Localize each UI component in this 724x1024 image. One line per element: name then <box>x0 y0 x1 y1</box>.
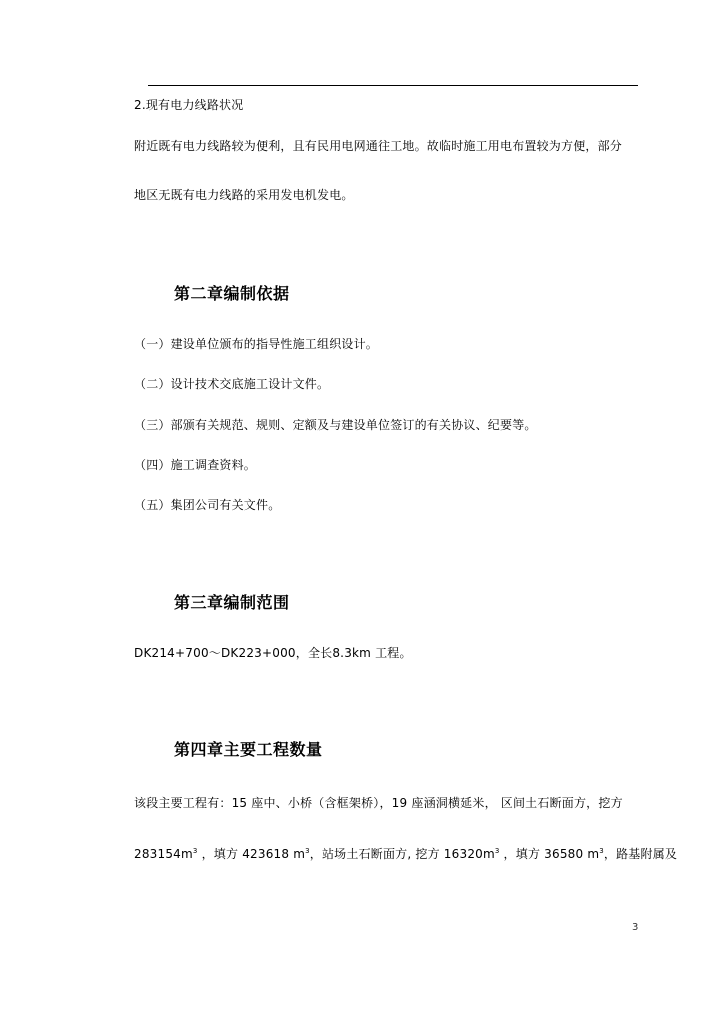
chapter-heading-quantities: 第四章主要工程数量 <box>174 740 323 759</box>
list-item: （五）集团公司有关文件。 <box>134 498 281 512</box>
cubic-superscript: 3 <box>192 847 198 855</box>
cubic-superscript: 3 <box>305 847 310 855</box>
chapter-heading-scope: 第三章编制范围 <box>174 593 290 612</box>
quantity-text: ，路基附属及 <box>603 847 678 861</box>
section-title-power-lines: 2.现有电力线路状况 <box>134 98 244 112</box>
quantity-text: ，站场土石断面方, 挖方 16320m <box>309 847 495 861</box>
paragraph-line: 附近既有电力线路较为便利，且有民用电网通往工地。故临时施工用电布置较为方便，部分 <box>134 139 623 153</box>
quantity-text: ，填方 423618 m <box>197 847 306 861</box>
chapter-heading-basis: 第二章编制依据 <box>174 284 290 303</box>
header-rule <box>148 85 638 86</box>
paragraph-line: 地区无既有电力线路的采用发电机发电。 <box>134 188 354 202</box>
page-number: 3 <box>632 922 639 933</box>
list-item: （三）部颁有关规范、规则、定额及与建设单位签订的有关协议、纪要等。 <box>134 418 537 432</box>
quantity-text: ，填方 36580 m <box>499 847 600 861</box>
list-item: （四）施工调查资料。 <box>134 458 257 472</box>
paragraph-line: 该段主要工程有：15 座中、小桥（含框架桥），19 座涵洞横延米， 区间土石断面方，挖方 <box>134 796 623 810</box>
cubic-superscript: 3 <box>494 847 500 855</box>
quantity-text: 283154m <box>134 847 193 861</box>
scope-text: DK214+700～DK223+000，全长8.3km 工程。 <box>134 646 412 660</box>
list-item: （二）设计技术交底施工设计文件。 <box>134 377 330 391</box>
quantities-line <box>134 847 677 861</box>
cubic-superscript: 3 <box>599 847 604 855</box>
list-item: （一）建设单位颁布的指导性施工组织设计。 <box>134 337 379 351</box>
